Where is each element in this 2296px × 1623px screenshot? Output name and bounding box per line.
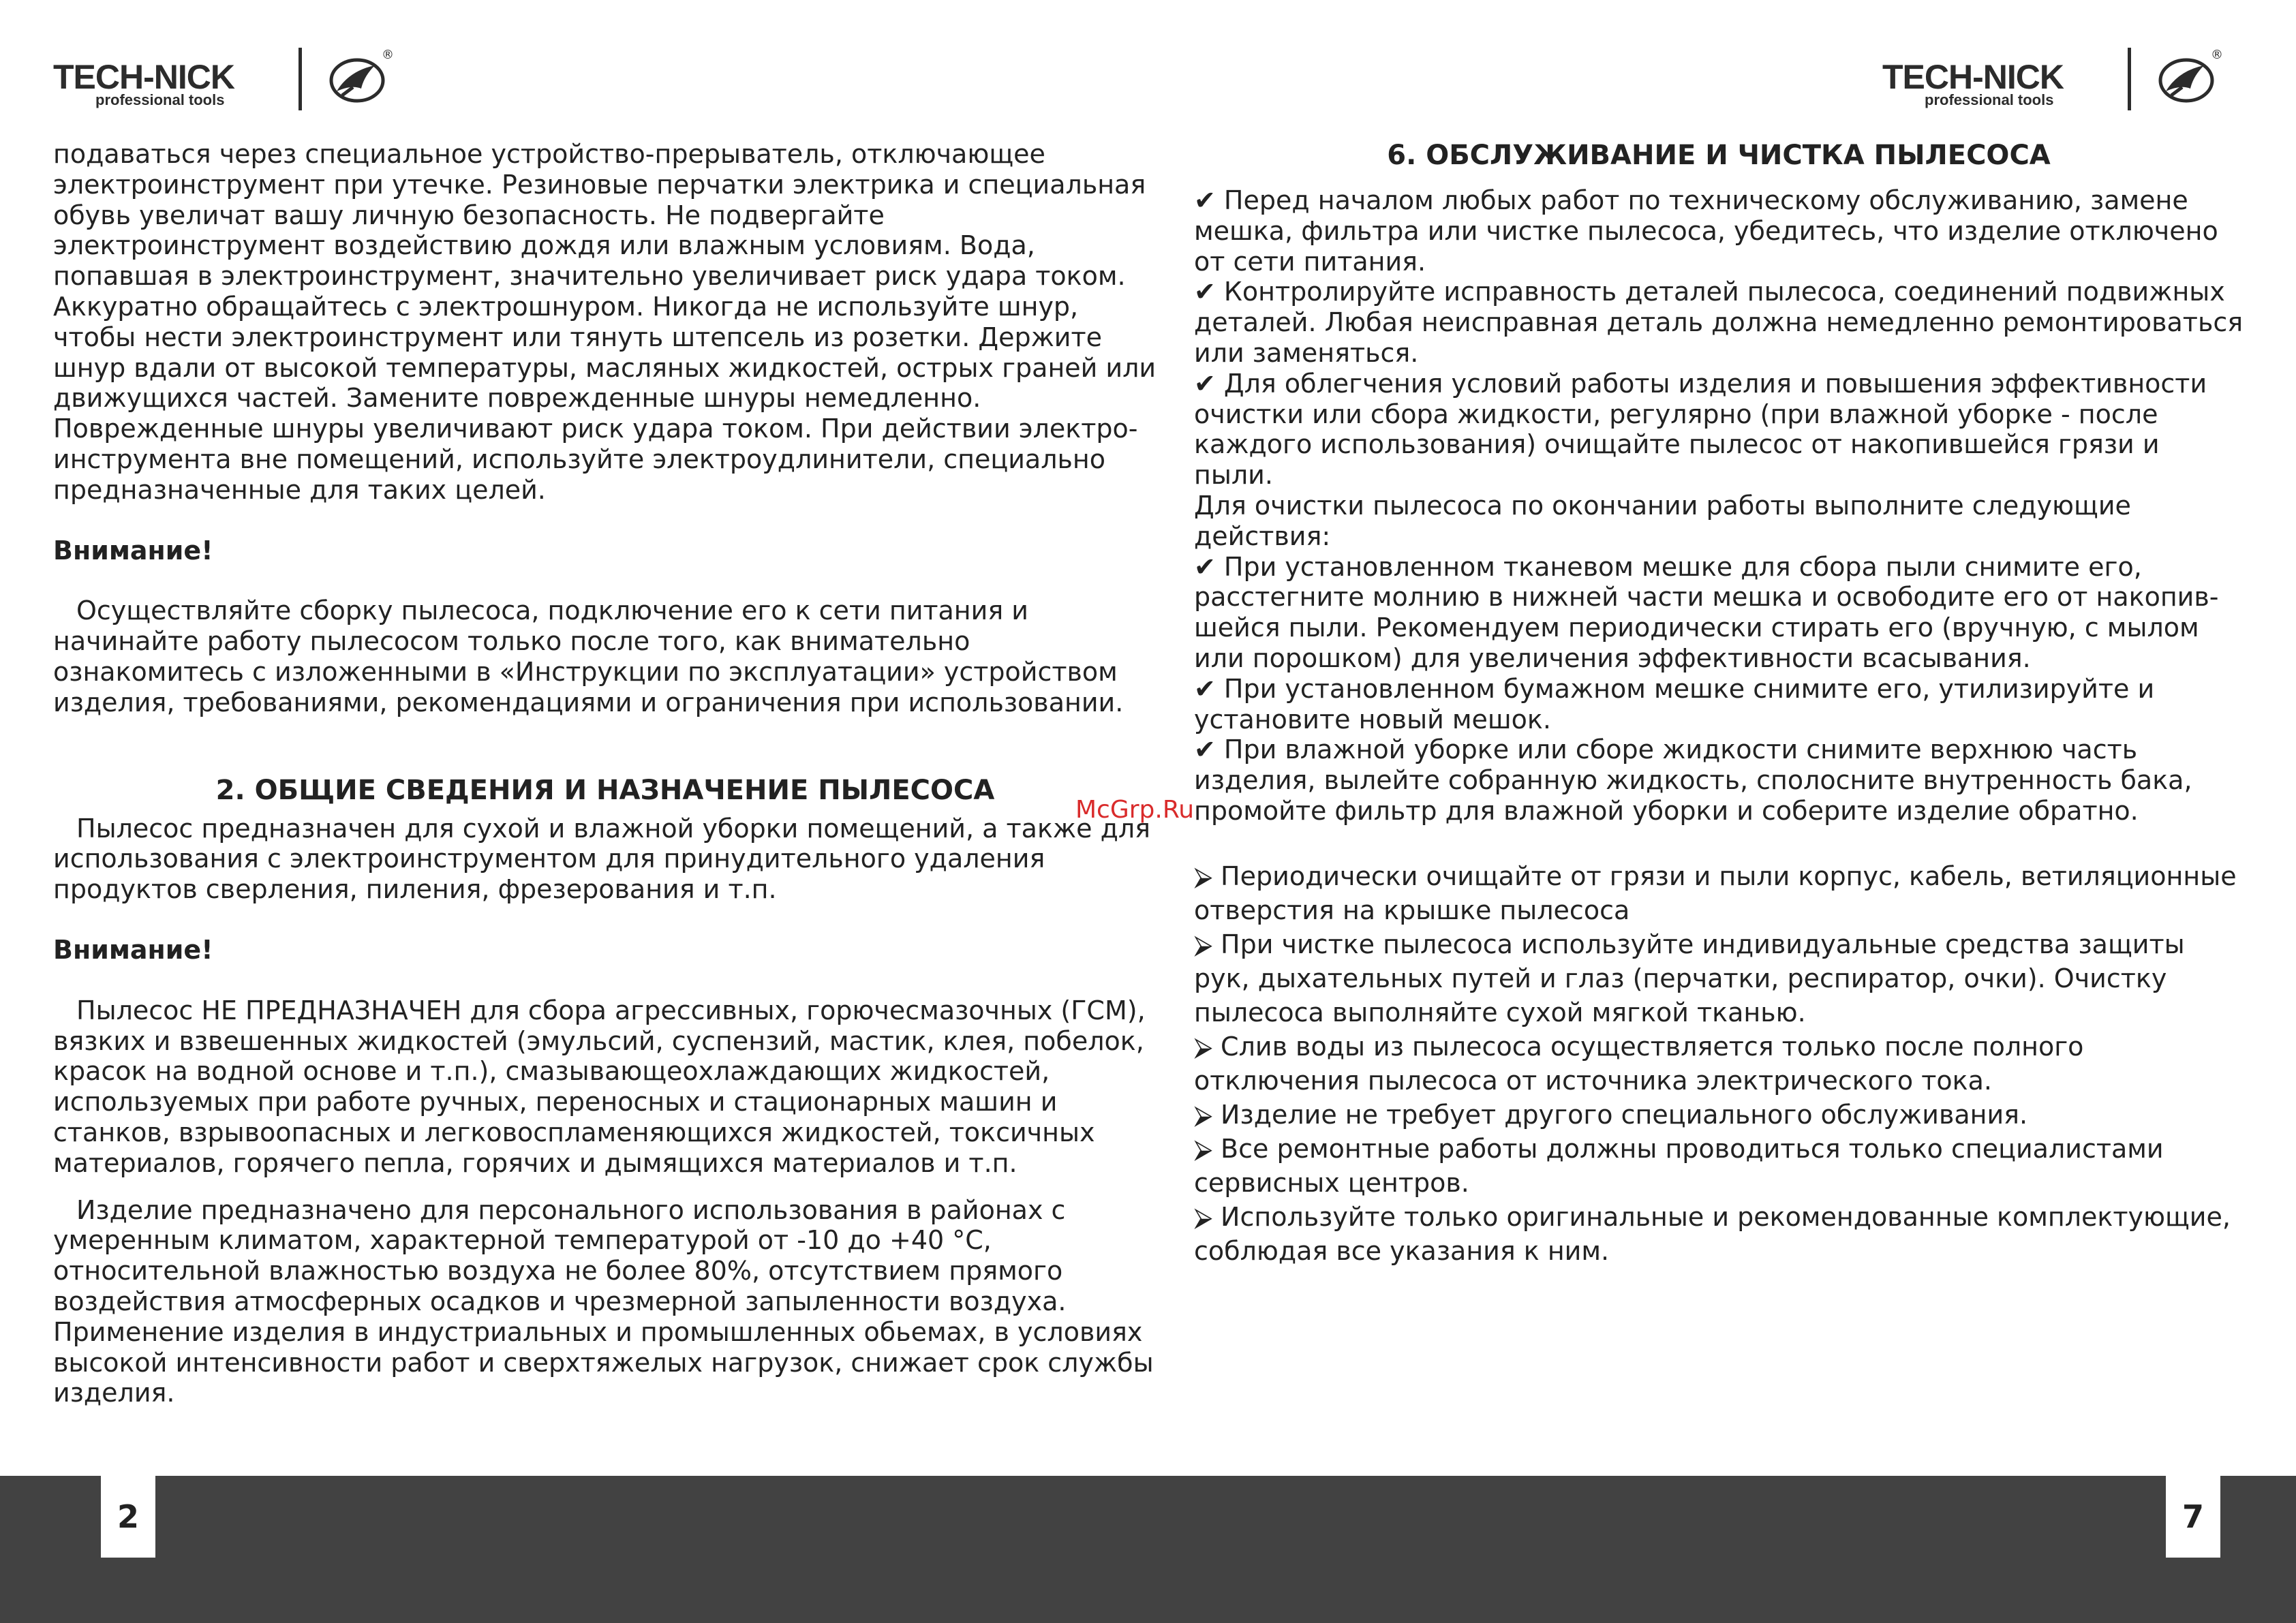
arrow-item: ⮚ Используйте только оригинальные и рекомендованные комплектующие, соблюдая все указания к ним. [1194,1201,2231,1266]
assembly-paragraph: Осуществляйте сборку пылесоса, подключение его к сети питания и начинайте работу пылесосом только после того, как внимательно ознакомитесь с изложенными в «Инструкции по эксплуатации» устройством изделия, требованиями, рекомендациями и ограничения при использовании. [53,596,1124,717]
section-6-title: 6. ОБСЛУЖИВАНИЕ И ЧИСТКА ПЫЛЕСОСА [1387,140,2051,171]
arrow-item: ⮚ Слив воды из пылесоса осуществляется только после полного отключения пылесоса от источника электрического тока. [1194,1031,2084,1096]
logo-divider [299,48,302,110]
bird-emblem-icon [322,44,397,112]
logo-divider [2128,48,2131,110]
registered-mark: ® [2211,48,2223,62]
check-item: ✔ При установленном бумажном мешке снимите его, утилизируйте и установите новый мешок. [1194,673,2155,735]
bird-emblem-icon [2151,44,2226,112]
check-item: ✔ Контролируйте исправность деталей пылесоса, соединений подвижных деталей. Любая неисправная деталь должна немедленно ремонтироваться или заменяться. [1194,277,2244,368]
attention-label: Внимание! [53,934,213,965]
right-page-column [1194,139,2244,1268]
attention-label: Внимание! [53,535,213,566]
registered-mark: ® [382,48,394,62]
brand-tagline: professional tools [1925,91,2054,108]
arrow-item: ⮚ Периодически очищайте от грязи и пыли корпус, кабель, ветиляционные отверстия на крышке пылесоса [1194,861,2237,925]
brand-name: TECH-NICK [1882,58,2064,96]
check-item: ✔ При установленном тканевом мешке для сбора пыли снимите его, расстегните молнию в нижней части мешка и освободите его от накопив-шейся пыли. Рекомендуем периодически стирать его (вручную, с мылом или порошком) для увеличения эффективности всасывания. [1194,551,2219,673]
climate-paragraph: Изделие предназначено для персонального использования в районах с умеренным климатом, характерной температурой от -10 до +40 °С, относительной влажностью воздуха не более 80%, отсутствием прямого воздействия атмосферных осадков и чрезмерной запыленности воздуха. Применение изделия в индустриальных и промышленных обьемах, в условиях высокой интенсивности работ и сверхтяжелых нагрузок, снижает срок службы изделия. [53,1194,1154,1408]
footer-bar [0,1476,2296,1623]
arrow-item: ⮚ Все ремонтные работы должны проводиться только специалистами сервисных центров. [1194,1133,2164,1198]
page-number-left: 2 [101,1476,155,1558]
not-intended-paragraph: Пылесос НЕ ПРЕДНАЗНАЧЕН для сбора агрессивных, горючесмазочных (ГСМ), вязких и взвешенных жидкостей (эмульсий, суспензий, мастик, клея, побелок, красок на водной основе и т.п.), смазывающеохлаждающих жидкостей, используемых при работе ручных, переносных и стационарных машин и станков, взрывоопасных и легковоспламеняющихся жидкостей, токсичных материалов, горячего пепла, горячих и дымящихся материалов и т.п. [53,995,1146,1178]
check-item: ✔ При влажной уборке или сборе жидкости снимите верхнюю часть изделия, вылейте собранную жидкость, сполосните внутренность бака, промойте фильтр для влажной уборки и соберите изделие обратно. [1194,735,2192,826]
left-page-column [53,139,1157,1408]
page-number-right: 7 [2166,1476,2220,1558]
watermark: McGrp.Ru [1075,796,1195,824]
cleaning-intro: Для очистки пылесоса по окончании работы выполните следующие действия: [1194,490,2131,551]
check-item: ✔ Для облегчения условий работы изделия и повышения эффективности очистки или сбора жидкости, регулярно (при влажной уборке - после каждого использования) очищайте пылесос от накопившейся грязи и пыли. [1194,368,2207,491]
brand-tagline: professional tools [95,91,225,108]
arrow-item: ⮚ При чистке пылесоса используйте индивидуальные средства защиты рук, дыхательных путей и глаз (перчатки, респиратор, очки). Очистку пылесоса выполняйте сухой мягкой тканью. [1194,929,2185,1027]
brand-name: TECH-NICK [53,58,234,96]
arrow-item: ⮚ Изделие не требует другого специального обслуживания. [1194,1099,2028,1130]
section-2-title: 2. ОБЩИЕ СВЕДЕНИЯ И НАЗНАЧЕНИЕ ПЫЛЕСОСА [215,774,995,806]
intro-paragraph: подаваться через специальное устройство-прерыватель, отключающее электроинструмент при утечке. Резиновые перчатки электрика и специальная обувь увеличат вашу личную безопасность. Не подвергайте электроинструмент воздействию дождя или влажным условиям. Вода, попавшая в электроинструмент, значительно увеличивает риск удара током. Аккуратно обращайтесь с электрошнуром. Никогда не используйте шнур, чтобы нести электроинструмент или тянуть штепсель из розетки. Держите шнур вдали от высокой температуры, масляных жидкостей, острых граней или движущихся частей. Замените поврежденные шнуры немедленно. Поврежденные шнуры увеличивают риск удара током. При действии электро-инструмента вне помещений, используйте электроудлинители, специально предназначенные для таких целей. [53,139,1157,505]
purpose-paragraph: Пылесос предназначен для сухой и влажной уборки помещений, а также для использования с электроинструментом для принудительного удаления продуктов сверления, пиления, фрезерования и т.п. [53,813,1151,905]
check-item: ✔ Перед началом любых работ по техническому обслуживанию, замене мешка, фильтра или чистке пылесоса, убедитесь, что изделие отключено от сети питания. [1194,185,2218,277]
